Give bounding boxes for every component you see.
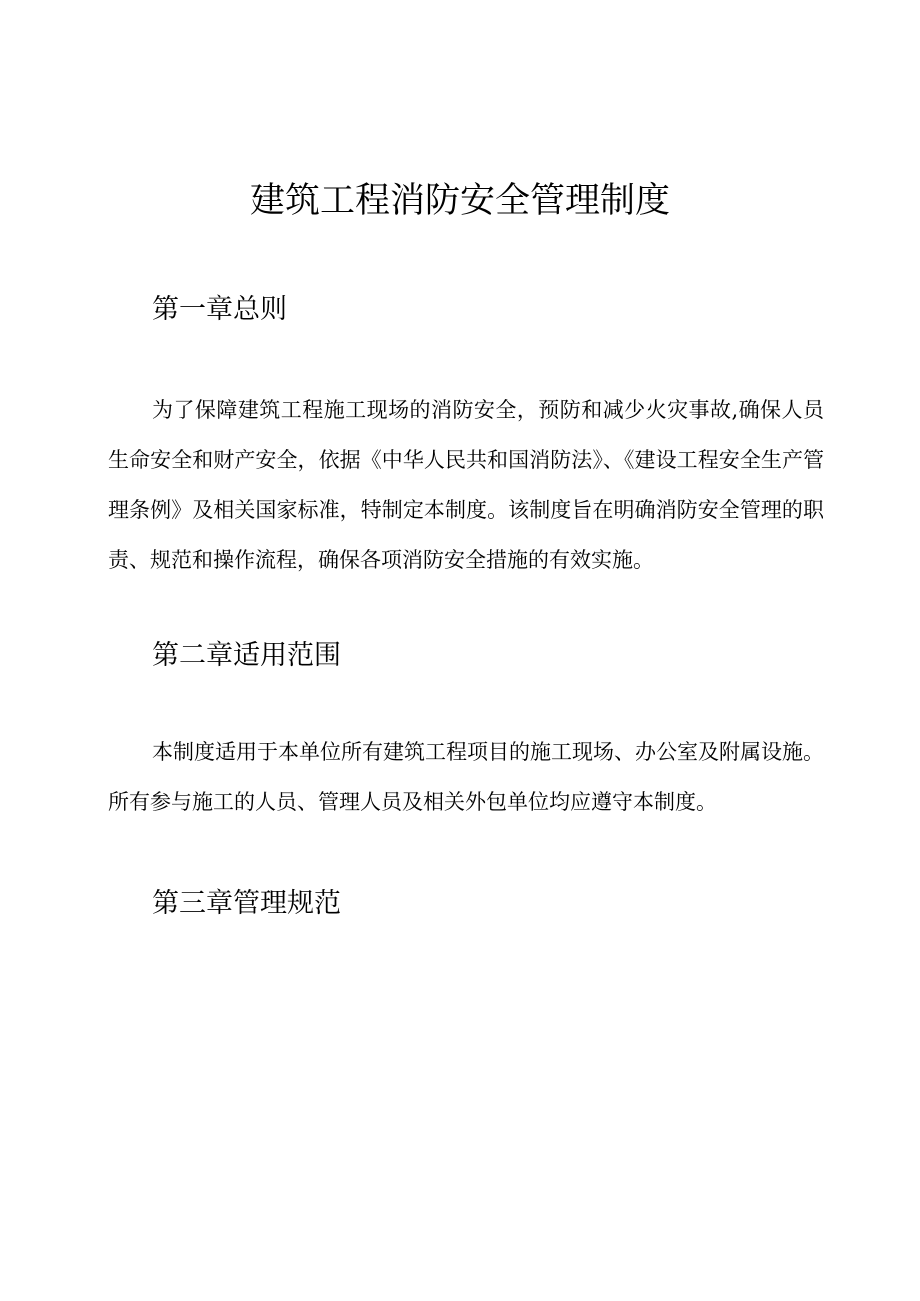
chapter-2-heading: 第二章适用范围 — [152, 640, 341, 671]
chapter-1-heading: 第一章总则 — [152, 294, 287, 325]
document-title: 建筑工程消防安全管理制度 — [249, 181, 670, 221]
chapter-3-heading: 第三章管理规范 — [152, 888, 341, 919]
chapter-2-paragraph: 本制度适用于本单位所有建筑工程项目的施工现场、办公室及附属设施。所有参与施工的人员、管理人员及相关外包单位均应遵守本制度。 — [108, 740, 824, 814]
chapter-1-paragraph: 为了保障建筑工程施工现场的消防安全，预防和减少火灾事故,确保人员生命安全和财产安全，依据《中华人民共和国消防法》、《建设工程安全生产管理条例》及相关国家标准，特制定本制度。该制度旨在明确消防安全管理的职责、规范和操作流程，确保各项消防安全措施的有效实施。 — [108, 398, 824, 572]
